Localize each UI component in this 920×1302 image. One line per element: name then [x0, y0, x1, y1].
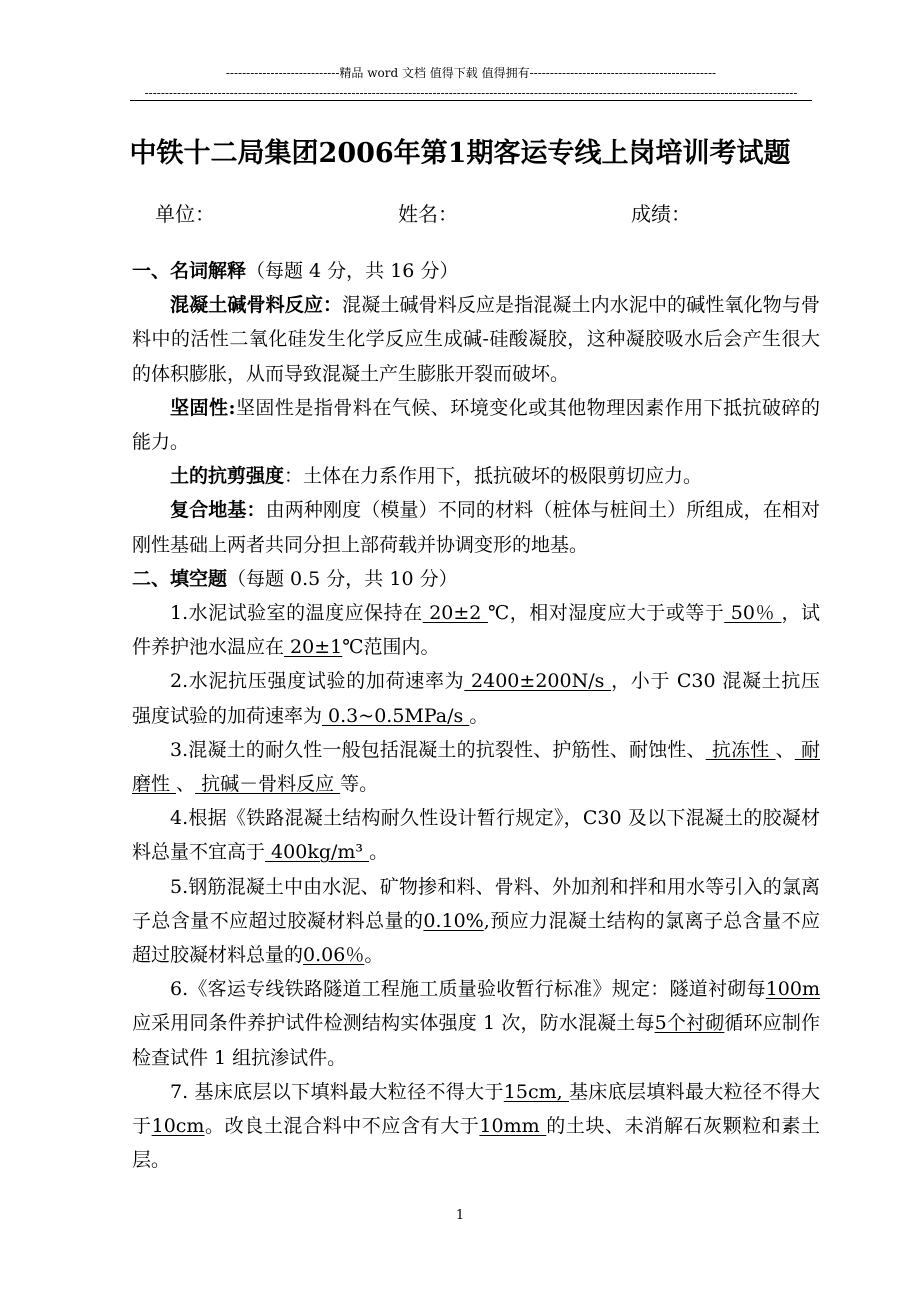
section-heading: 一、名词解释（每题 4 分，共 16 分）	[132, 260, 459, 282]
question-item: 2.水泥抗压强度试验的加荷速率为 2400±200N/s ，小于 C30 混凝土抗压强度试验的加荷速率为 0.3~0.5MPa/s 。	[132, 670, 820, 727]
page-header-text: ----------------------------精品 word 文档 值得下载 值得拥有----------------------------------------------	[225, 66, 717, 80]
question-item: 7. 基床底层以下填料最大粒径不得大于15cm, 基床底层填料最大粒径不得大于10cm。改良土混合料中不应含有大于10mm 的土块、未消解石灰颗粒和素土层。	[132, 1080, 820, 1172]
page-header-dashes: -----------------------------------------------------------------------------------------------------------------------------------------------------------------	[144, 86, 798, 100]
definition-item: 复合地基：由两种刚度（模量）不同的材料（桩体与桩间土）所组成，在相对刚性基础上两者共同分担上部荷载并协调变形的地基。	[132, 499, 820, 556]
score-label: 成绩：	[631, 202, 691, 226]
header-rule	[130, 100, 812, 101]
question-item: 3.混凝土的耐久性一般包括混凝土的抗裂性、护筋性、耐蚀性、 抗冻性 、 耐磨性 、 抗碱－骨料反应 等。	[132, 738, 820, 796]
page-number: 1	[455, 1208, 465, 1223]
definition-item: 土的抗剪强度：土体在力系作用下，抵抗破坏的极限剪切应力。	[170, 465, 703, 488]
question-item: 4.根据《铁路混凝土结构耐久性设计暂行规定》，C30 及以下混凝土的胶凝材料总量不宜高于 400kg/m³ 。	[132, 807, 820, 864]
document-title: 中铁十二局集团2006年第1期客运专线上岗培训考试题	[129, 138, 791, 169]
question-item: 1.水泥试验室的温度应保持在 20±2 ℃，相对湿度应大于或等于 50％ ，试件养护池水温应在 20±1℃范围内。	[132, 602, 820, 659]
document-body	[132, 254, 820, 1177]
name-label: 姓名：	[398, 202, 458, 226]
unit-label: 单位：	[155, 202, 215, 226]
question-item: 6.《客运专线铁路隧道工程施工质量验收暂行标准》规定：隧道衬砌每100m 应采用同条件养护试件检测结构实体强度 1 次，防水混凝土每5个衬砌循环应制作检查试件 1 组抗渗试件。	[132, 978, 820, 1069]
definition-item: 坚固性:坚固性是指骨料在气候、环境变化或其他物理因素作用下抵抗破碎的能力。	[132, 396, 820, 454]
section-heading: 二、填空题（每题 0.5 分，共 10 分）	[132, 567, 458, 590]
definition-item: 混凝土碱骨料反应：混凝土碱骨料反应是指混凝土内水泥中的碱性氧化物与骨料中的活性二氧化硅发生化学反应生成碱-硅酸凝胶，这种凝胶吸水后会产生很大的体积膨胀，从而导致混凝土产生膨胀开裂而破坏。	[132, 294, 820, 385]
question-item: 5.钢筋混凝土中由水泥、矿物掺和料、骨料、外加剂和拌和用水等引入的氯离子总含量不应超过胶凝材料总量的0.10%,预应力混凝土结构的氯离子总含量不应超过胶凝材料总量的0.06％。	[132, 875, 820, 967]
